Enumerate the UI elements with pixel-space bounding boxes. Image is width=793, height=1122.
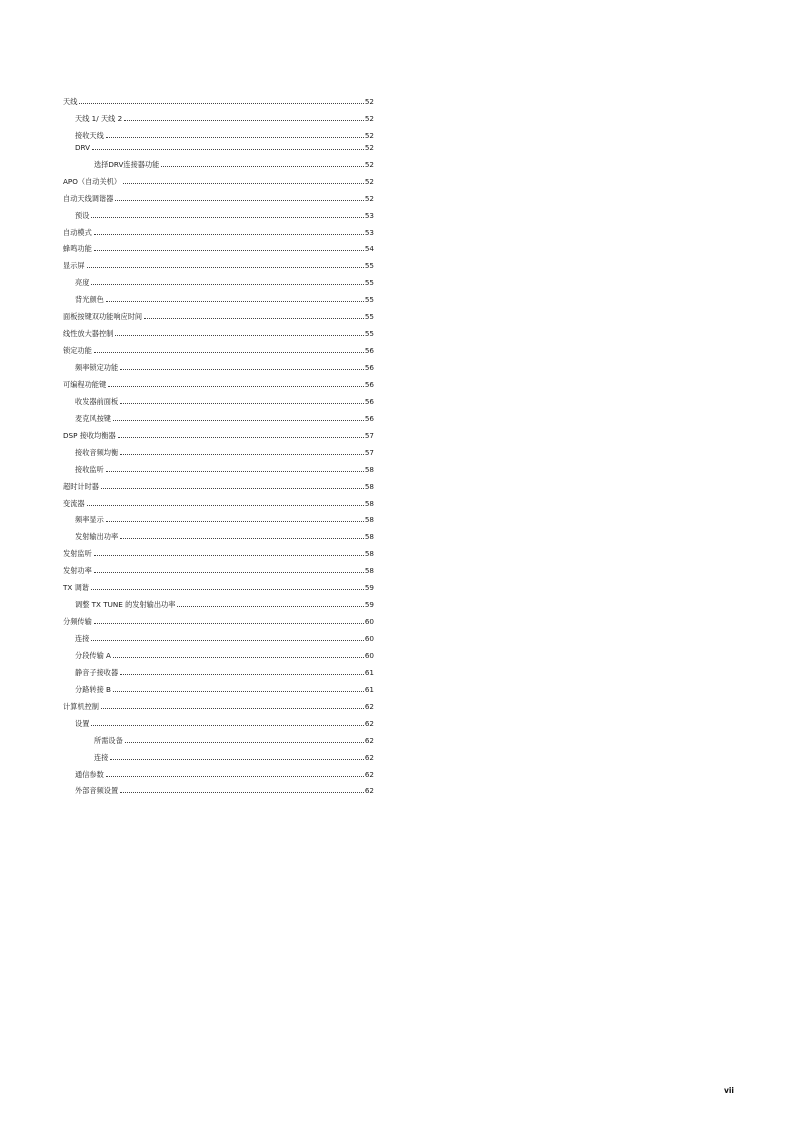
toc-entry[interactable] [63,524,374,541]
toc-entry[interactable] [63,609,374,626]
toc-entry[interactable] [63,491,374,508]
toc-entry-page: 56 [364,379,374,389]
toc-entry-title: 变流器 [63,498,85,508]
toc-entry[interactable] [63,186,374,203]
toc-dot-leader [91,640,363,641]
toc-dot-leader [120,674,364,675]
toc-entry-title: 发射输出功率 [75,532,119,542]
toc-dot-leader [91,217,363,218]
toc-entry-page: 55 [364,312,374,322]
toc-entry-title: 锁定功能 [63,346,92,356]
toc-entry-page: 56 [364,396,374,406]
toc-entry-title: 接收天线 [75,130,104,140]
toc-entry[interactable] [63,779,374,796]
toc-entry-page: 61 [364,667,374,677]
toc-dot-leader [177,606,363,607]
toc-entry-title: 通信参数 [75,769,104,779]
toc-entry-title: 发射监听 [63,549,92,559]
toc-entry[interactable] [63,541,374,558]
toc-entry[interactable] [63,745,374,762]
toc-dot-leader [101,708,364,709]
toc-dot-leader [91,725,363,726]
toc-dot-leader [115,335,364,336]
toc-entry-page: 58 [364,515,374,525]
toc-entry[interactable] [63,287,374,304]
toc-dot-leader [91,589,364,590]
toc-dot-leader [120,454,364,455]
toc-entry-title: 蜂鸣功能 [63,244,92,254]
toc-entry-title: 自动模式 [63,227,92,237]
toc-entry[interactable] [63,169,374,186]
toc-entry[interactable] [63,558,374,575]
toc-entry[interactable] [63,474,374,491]
toc-entry-title: 接收音频均衡 [75,447,119,457]
toc-dot-leader [106,776,364,777]
toc-entry-title: 静音子接收器 [75,667,119,677]
toc-entry-page: 52 [364,193,374,203]
toc-entry-title: 预设 [75,210,90,220]
toc-dot-leader [123,183,364,184]
toc-entry-title: 天线 1/ 天线 2 [75,113,123,123]
toc-entry-title: 超时计时器 [63,481,99,491]
toc-entry-page: 55 [364,278,374,288]
toc-dot-leader [94,572,364,573]
toc-entry-title: 计算机控制 [63,701,99,711]
toc-entry[interactable] [63,203,374,220]
toc-entry[interactable] [63,338,374,355]
toc-entry-page: 58 [364,532,374,542]
toc-entry-page: 55 [364,329,374,339]
toc-dot-leader [113,691,364,692]
toc-entry-title: 麦克风按键 [75,413,111,423]
toc-entry-title: 所需设备 [94,735,123,745]
toc-entry[interactable] [63,694,374,711]
toc-entry-page: 62 [364,735,374,745]
toc-entry-title: 自动天线调谐器 [63,193,114,203]
toc-entry[interactable] [63,440,374,457]
toc-entry-title: 天线 [63,96,78,106]
toc-entry-title: 连接 [75,634,90,643]
toc-dot-leader [161,166,363,167]
toc-entry-title: 发射功率 [63,566,92,576]
toc-entry[interactable] [63,643,374,660]
toc-dot-leader [144,318,364,319]
toc-entry-page: 56 [364,413,374,423]
toc-dot-leader [94,250,364,251]
toc-dot-leader [120,538,364,539]
toc-entry[interactable] [63,711,374,728]
toc-entry-page: 54 [364,244,374,254]
toc-dot-leader [108,386,364,387]
toc-entry-page: 52 [364,130,374,140]
toc-dot-leader [106,521,364,522]
toc-entry-page: 52 [364,142,374,152]
toc-entry[interactable] [63,592,374,609]
toc-entry[interactable] [63,677,374,694]
toc-dot-leader [120,403,364,404]
toc-entry-page: 53 [364,210,374,220]
toc-entry-title: 设置 [75,718,90,728]
toc-dot-leader [113,657,364,658]
toc-dot-leader [106,137,364,138]
toc-entry-title: TX 调谐 [63,583,89,593]
toc-entry-title: 分路转接 B [75,684,111,694]
toc-entry-page: 52 [364,159,374,169]
toc-dot-leader [120,792,364,793]
toc-entry[interactable] [63,89,374,106]
toc-entry-page: 52 [364,176,374,186]
toc-entry[interactable] [63,508,374,525]
toc-entry-title: 分频传输 [63,617,92,627]
toc-entry[interactable] [63,575,374,592]
toc-entry-page: 58 [364,549,374,559]
toc-entry-title: 可编程功能键 [63,379,107,389]
toc-dot-leader [91,284,363,285]
toc-dot-leader [125,742,364,743]
toc-dot-leader [79,103,363,104]
toc-dot-leader [118,437,364,438]
toc-entry[interactable] [63,762,374,779]
toc-entry-title: 接收监听 [75,464,104,474]
toc-entry[interactable] [63,423,374,440]
toc-entry-page: 62 [364,752,374,762]
toc-entry[interactable] [63,372,374,389]
toc-dot-leader [87,505,364,506]
toc-entry[interactable] [63,304,374,321]
toc-dot-leader [92,149,364,150]
toc-dot-leader [115,200,364,201]
toc-entry[interactable] [63,355,374,372]
toc-entry[interactable] [63,321,374,338]
toc-entry-page: 57 [364,447,374,457]
toc-entry-title: 选择DRV连接器功能 [94,159,160,169]
toc-entry[interactable] [63,253,374,270]
toc-dot-leader [94,352,364,353]
toc-entry-title: APO（自动关机） [63,176,122,186]
toc-dot-leader [101,488,364,489]
toc-entry-title: 显示屏 [63,261,85,271]
toc-entry-page: 52 [364,113,374,123]
toc-dot-leader [120,369,364,370]
toc-entry-title: 分段传输 A [75,650,111,660]
toc-entry[interactable] [63,140,374,152]
toc-entry-page: 60 [364,617,374,627]
toc-entry-page: 62 [364,769,374,779]
toc-entry-page: 58 [364,464,374,474]
toc-entry-page: 53 [364,227,374,237]
toc-dot-leader [106,301,364,302]
toc-entry[interactable] [63,660,374,677]
toc-entry-page: 62 [364,701,374,711]
toc-entry-title: DRV [75,142,91,152]
toc-entry[interactable] [63,152,374,169]
toc-entry-title: 调整 TX TUNE 的发射输出功率 [75,600,176,610]
toc-entry[interactable] [63,728,374,745]
toc-entry-page: 55 [364,261,374,271]
toc-entry-title: DSP 接收均衡器 [63,430,116,440]
toc-entry[interactable] [63,220,374,237]
toc-entry[interactable] [63,626,374,643]
toc-entry-title: 收发器前面板 [75,396,119,406]
toc-entry[interactable] [63,389,374,406]
toc-entry-page: 57 [364,430,374,440]
toc-entry[interactable] [63,237,374,254]
toc-dot-leader [110,759,363,760]
toc-entry-page: 58 [364,498,374,508]
toc-entry-title: 线性放大器控制 [63,329,114,339]
toc-entry[interactable] [63,106,374,123]
toc-entry-page: 62 [364,786,374,796]
toc-dot-leader [87,267,364,268]
toc-entry-title: 连接 [94,752,109,762]
toc-dot-leader [113,420,364,421]
toc-dot-leader [94,555,364,556]
toc-entry-title: 背光颜色 [75,295,104,305]
toc-entry-page: 60 [364,650,374,660]
toc-entry-page: 59 [364,583,374,593]
toc-entry-page: 58 [364,481,374,491]
toc-entry-title: 频率显示 [75,515,104,525]
toc-entry-page: 56 [364,346,374,356]
toc-dot-leader [94,234,364,235]
toc-entry[interactable] [63,457,374,474]
toc-entry-page: 62 [364,718,374,728]
toc-entry-page: 58 [364,566,374,576]
toc-entry-title: 外部音频设置 [75,786,119,796]
toc-dot-leader [94,623,364,624]
toc-entry-page: 56 [364,363,374,372]
toc-entry-page: 55 [364,295,374,305]
toc-entry-page: 60 [364,634,374,643]
toc-entry-page: 52 [364,96,374,106]
toc-entry-page: 61 [364,684,374,694]
toc-entry[interactable] [63,270,374,287]
toc-entry[interactable] [63,123,374,140]
table-of-contents [63,89,374,795]
toc-entry-title: 频率锁定功能 [75,363,119,372]
toc-entry-page: 59 [364,600,374,610]
toc-entry[interactable] [63,406,374,423]
page-number: vii [723,1086,734,1095]
toc-entry-title: 亮度 [75,278,90,288]
toc-entry-title: 面板按键双功能响应时间 [63,312,143,322]
toc-dot-leader [124,120,364,121]
toc-dot-leader [106,471,364,472]
